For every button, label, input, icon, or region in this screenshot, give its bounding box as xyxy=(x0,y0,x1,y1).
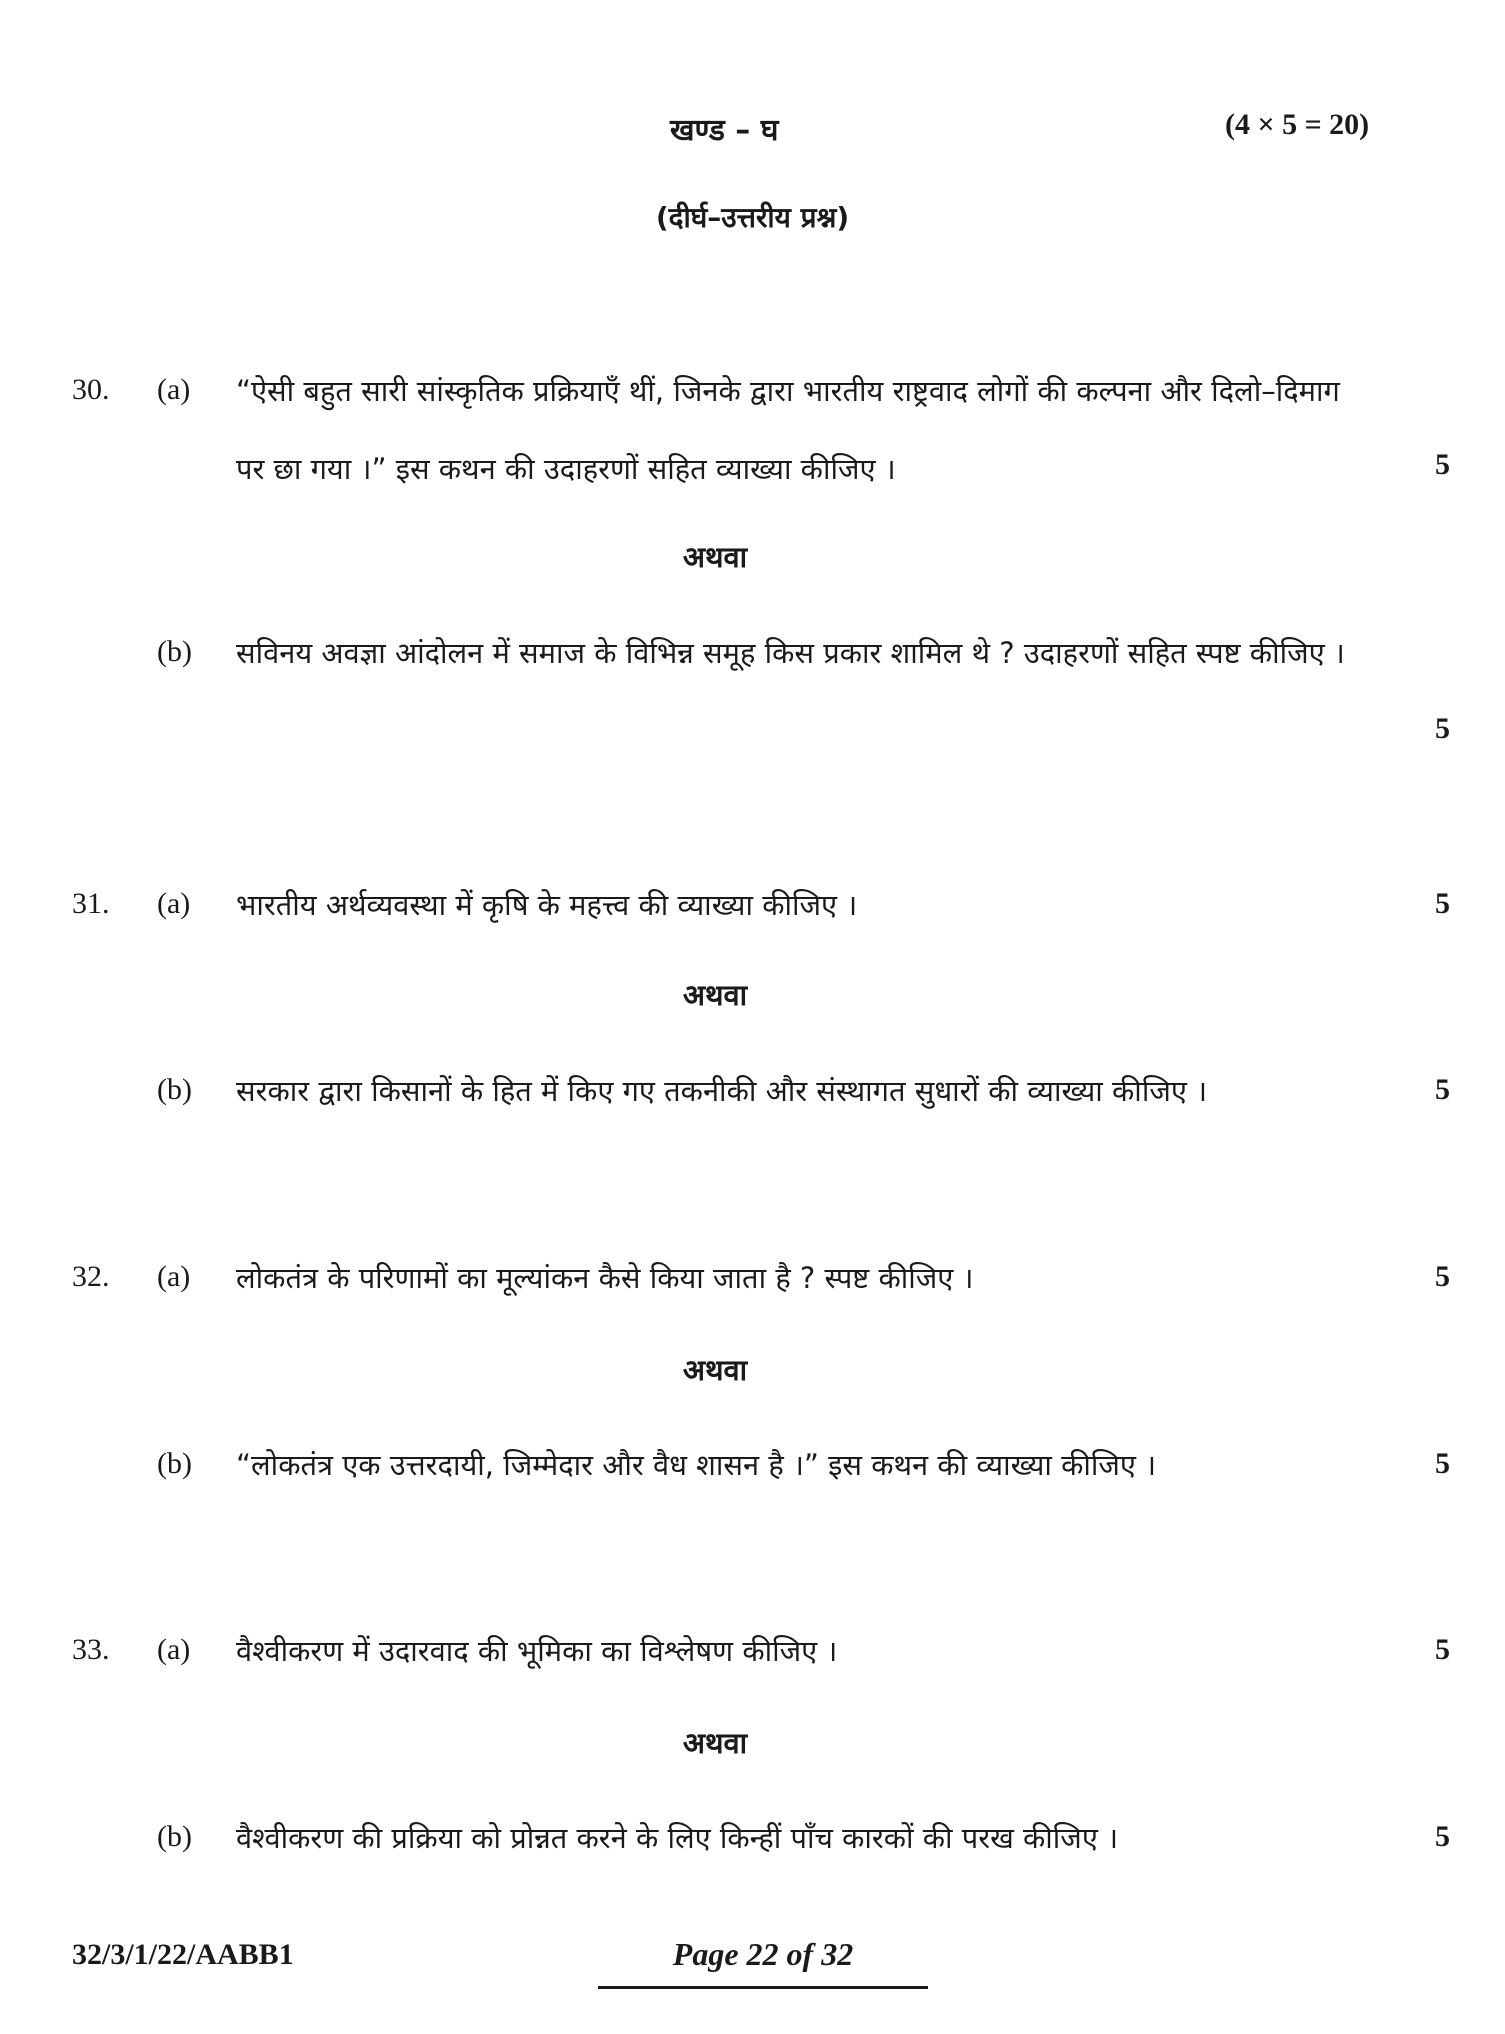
part-a-label: (a) xyxy=(157,1260,191,1293)
marks-b: 5 xyxy=(1435,1820,1450,1853)
question-text-b: वैश्वीकरण की प्रक्रिया को प्रोन्नत करने के लिए किन्हीं पाँच कारकों की परख कीजिए । xyxy=(236,1821,1119,1855)
question-number: 32. xyxy=(72,1260,110,1293)
part-a-label: (a) xyxy=(157,887,191,920)
question-text-b: सविनय अवज्ञा आंदोलन में समाज के विभिन्न समूह किस प्रकार शामिल थे ? उदाहरणों सहित स्पष्ट कीजिए । xyxy=(236,636,1345,670)
question-text-a: वैश्वीकरण में उदारवाद की भूमिका का विश्लेषण कीजिए । xyxy=(236,1634,838,1668)
marks-b: 5 xyxy=(1435,1447,1450,1480)
part-b-label: (b) xyxy=(157,1073,192,1106)
or-divider: अथवा xyxy=(682,978,748,1012)
marks-b: 5 xyxy=(1435,712,1450,745)
part-b-label: (b) xyxy=(157,1820,192,1853)
part-a-label: (a) xyxy=(157,1633,191,1666)
paper-code: 32/3/1/22/AABB1 xyxy=(72,1938,294,1971)
marks-a: 5 xyxy=(1435,887,1450,920)
question-text-a: लोकतंत्र के परिणामों का मूल्यांकन कैसे किया जाता है ? स्पष्ट कीजिए । xyxy=(236,1261,974,1295)
part-a-label: (a) xyxy=(157,373,191,406)
part-b-label: (b) xyxy=(157,1447,192,1480)
question-text-a: “ऐसी बहुत सारी सांस्कृतिक प्रक्रियाएँ थीं, जिनके द्वारा भारतीय राष्ट्रवाद लोगों की कल्पना और दिलो–दिमाग पर छा गया ।” इस कथन की उदाहरणों सहित व्याख्या कीजिए । xyxy=(236,374,1340,486)
question-text-b: सरकार द्वारा किसानों के हित में किए गए तकनीकी और संस्थागत सुधारों की व्याख्या कीजिए । xyxy=(236,1074,1208,1108)
marks-a: 5 xyxy=(1435,1633,1450,1666)
or-divider: अथवा xyxy=(682,1726,748,1760)
or-divider: अथवा xyxy=(682,540,748,574)
marks-a: 5 xyxy=(1435,1260,1450,1293)
section-subtitle: (दीर्घ–उत्तरीय प्रश्न) xyxy=(655,201,850,234)
or-divider: अथवा xyxy=(682,1353,748,1387)
marks-a: 5 xyxy=(1435,448,1450,481)
section-marks-scheme: (4 × 5 = 20) xyxy=(1225,108,1370,141)
question-number: 30. xyxy=(72,373,110,406)
question-number: 33. xyxy=(72,1633,110,1666)
question-text-b: “लोकतंत्र एक उत्तरदायी, जिम्मेदार और वैध शासन है ।” इस कथन की व्याख्या कीजिए । xyxy=(236,1448,1157,1482)
question-number: 31. xyxy=(72,887,110,920)
page-number-underline xyxy=(598,1986,928,1989)
section-title: खण्ड – घ xyxy=(670,113,779,148)
part-b-label: (b) xyxy=(157,635,192,668)
marks-b: 5 xyxy=(1435,1073,1450,1106)
question-text-a: भारतीय अर्थव्यवस्था में कृषि के महत्त्व की व्याख्या कीजिए । xyxy=(236,888,858,922)
page-number: Page 22 of 32 xyxy=(672,1936,854,1972)
